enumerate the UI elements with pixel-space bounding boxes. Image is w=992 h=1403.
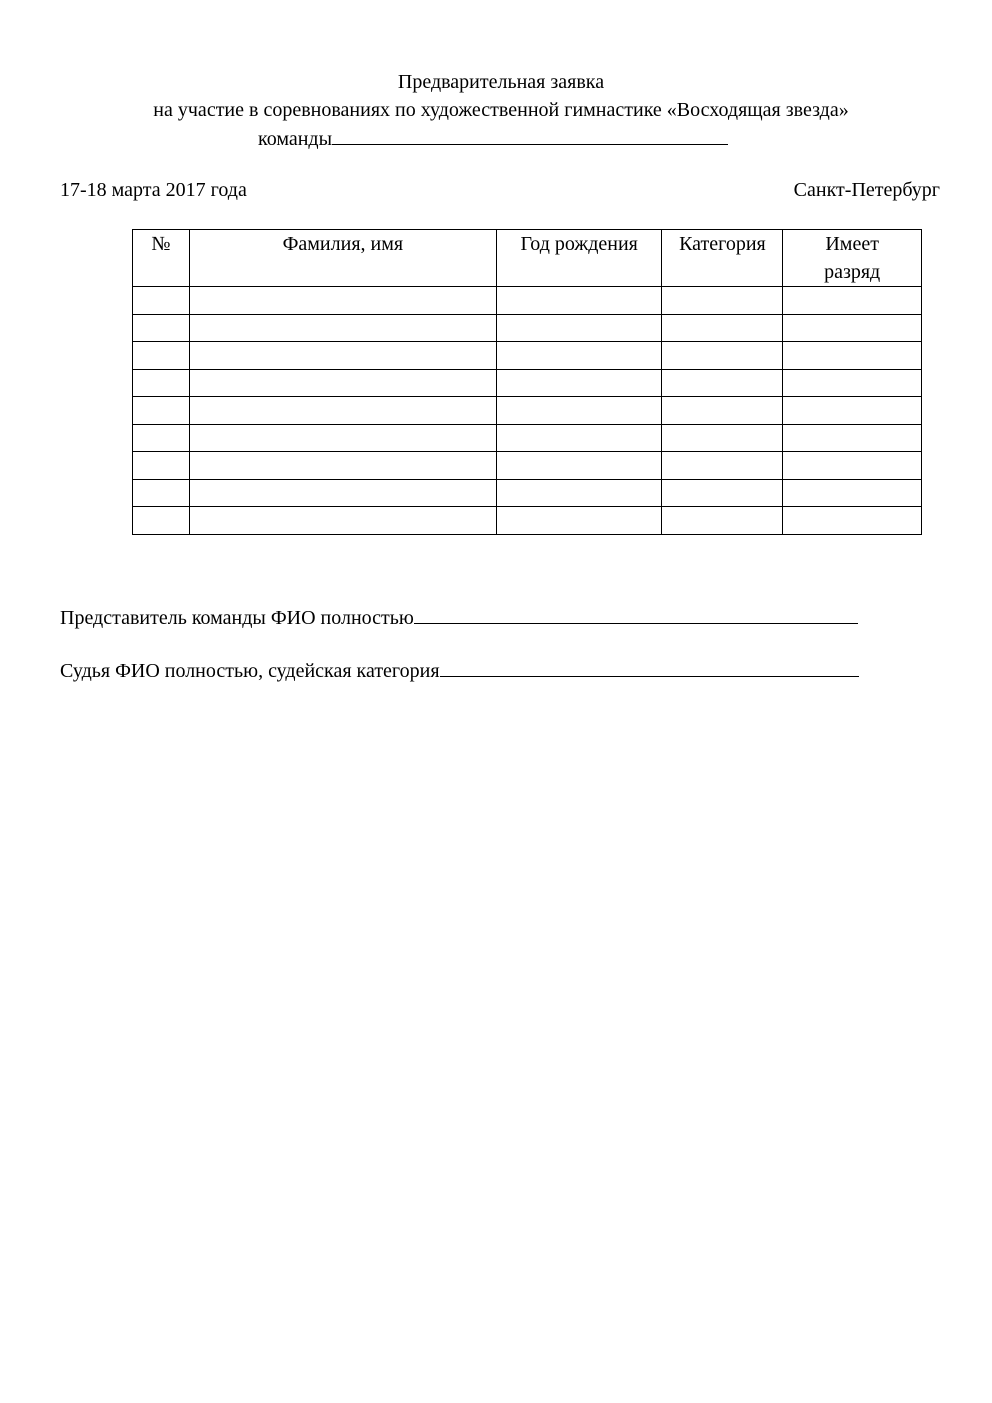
participants-table: [132, 229, 922, 535]
table-row: [133, 452, 922, 480]
cell-name[interactable]: [189, 342, 496, 370]
table-row: [133, 424, 922, 452]
cell-birth-year[interactable]: [496, 314, 662, 342]
table-row: [133, 287, 922, 315]
cell-rank[interactable]: [783, 479, 922, 507]
cell-rank[interactable]: [783, 452, 922, 480]
cell-num[interactable]: [133, 424, 190, 452]
cell-rank[interactable]: [783, 342, 922, 370]
cell-rank[interactable]: [783, 397, 922, 425]
cell-num[interactable]: [133, 369, 190, 397]
cell-category[interactable]: [662, 397, 783, 425]
cell-num[interactable]: [133, 479, 190, 507]
event-city: Санкт-Петербург: [793, 179, 940, 201]
cell-name[interactable]: [189, 287, 496, 315]
cell-name[interactable]: [189, 479, 496, 507]
table-row: [133, 507, 922, 535]
table-row: [133, 369, 922, 397]
header-category: Категория: [662, 230, 783, 287]
table-header-row: [133, 230, 922, 287]
cell-num[interactable]: [133, 342, 190, 370]
cell-num[interactable]: [133, 314, 190, 342]
cell-name[interactable]: [189, 424, 496, 452]
cell-name[interactable]: [189, 452, 496, 480]
representative-line: [60, 605, 858, 630]
cell-name[interactable]: [189, 397, 496, 425]
header-num: №: [133, 230, 190, 287]
header-rank-line2: разряд: [824, 261, 881, 283]
team-name-blank[interactable]: [332, 126, 728, 145]
header-rank-line1: Имеет: [825, 233, 879, 255]
cell-birth-year[interactable]: [496, 369, 662, 397]
cell-name[interactable]: [189, 507, 496, 535]
document-subtitle: на участие в соревнованиях по художественной гимнастике «Восходящая звезда»: [153, 99, 849, 121]
judge-label: Судья ФИО полностью, судейская категория: [60, 660, 440, 682]
document-title: Предварительная заявка: [397, 71, 605, 93]
cell-birth-year[interactable]: [496, 287, 662, 315]
table-body: [133, 287, 922, 535]
cell-category[interactable]: [662, 342, 783, 370]
cell-birth-year[interactable]: [496, 452, 662, 480]
table-row: [133, 342, 922, 370]
table-row: [133, 397, 922, 425]
cell-birth-year[interactable]: [496, 342, 662, 370]
cell-num[interactable]: [133, 287, 190, 315]
cell-num[interactable]: [133, 507, 190, 535]
table-row: [133, 314, 922, 342]
event-date: 17-18 марта 2017 года: [60, 179, 247, 201]
cell-category[interactable]: [662, 314, 783, 342]
representative-blank[interactable]: [414, 605, 858, 624]
cell-birth-year[interactable]: [496, 424, 662, 452]
cell-rank[interactable]: [783, 369, 922, 397]
cell-category[interactable]: [662, 507, 783, 535]
cell-num[interactable]: [133, 397, 190, 425]
cell-name[interactable]: [189, 314, 496, 342]
cell-category[interactable]: [662, 424, 783, 452]
team-line: [258, 126, 728, 151]
header-name: Фамилия, имя: [189, 230, 496, 287]
cell-rank[interactable]: [783, 287, 922, 315]
cell-category[interactable]: [662, 369, 783, 397]
cell-category[interactable]: [662, 452, 783, 480]
team-label: команды: [258, 128, 333, 150]
judge-line: [60, 658, 859, 683]
cell-rank[interactable]: [783, 424, 922, 452]
cell-num[interactable]: [133, 452, 190, 480]
header-rank: [783, 230, 922, 287]
cell-birth-year[interactable]: [496, 397, 662, 425]
cell-category[interactable]: [662, 479, 783, 507]
representative-label: Представитель команды ФИО полностью: [60, 607, 414, 629]
judge-blank[interactable]: [440, 658, 859, 677]
cell-rank[interactable]: [783, 314, 922, 342]
cell-rank[interactable]: [783, 507, 922, 535]
cell-birth-year[interactable]: [496, 507, 662, 535]
header-birth-year: Год рождения: [496, 230, 662, 287]
cell-category[interactable]: [662, 287, 783, 315]
cell-name[interactable]: [189, 369, 496, 397]
table-row: [133, 479, 922, 507]
cell-birth-year[interactable]: [496, 479, 662, 507]
